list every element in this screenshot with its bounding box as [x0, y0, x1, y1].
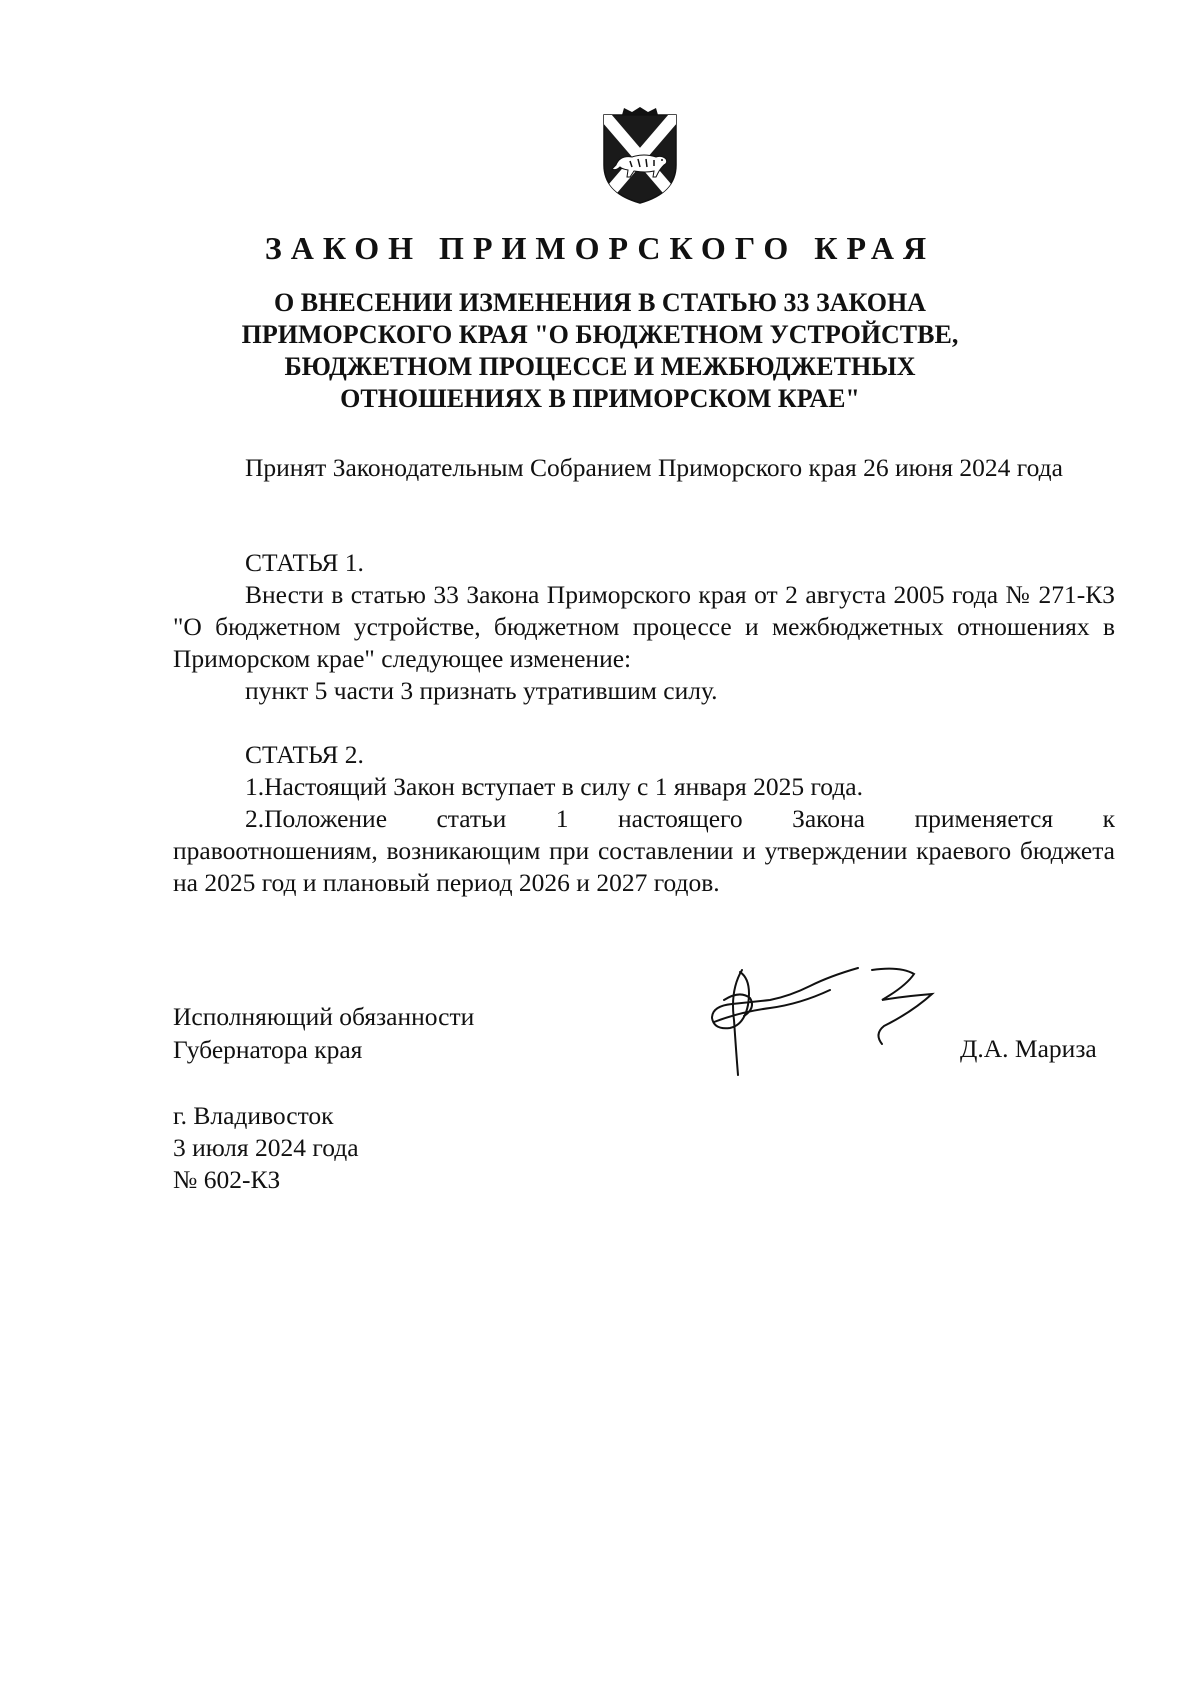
signatory-name: Д.А. Мариза [960, 1034, 1097, 1063]
position-line: Губернатора края [173, 1035, 363, 1064]
subtitle-line: ПРИМОРСКОГО КРАЯ "О БЮДЖЕТНОМ УСТРОЙСТВЕ, [241, 320, 959, 349]
article-item: 1.Настоящий Закон вступает в силу с 1 января 2025 года. [245, 772, 863, 801]
subtitle-line: ОТНОШЕНИЯХ В ПРИМОРСКОМ КРАЕ" [340, 384, 860, 413]
subtitle-line: О ВНЕСЕНИИ ИЗМЕНЕНИЯ В СТАТЬЮ 33 ЗАКОНА [274, 288, 926, 317]
article-item-continuation: правоотношениям, возникающим при составлении и утверждении краевого бюджета на 2025 год и плановый период 2026 и 2027 годов. [173, 836, 1115, 897]
adoption-statement: Принят Законодательным Собранием Приморского края 26 июня 2024 года [245, 453, 1063, 482]
article-heading: СТАТЬЯ 2. [245, 740, 364, 769]
law-subtitle [150, 287, 1050, 415]
article-1 [173, 547, 1115, 707]
article-item: пункт 5 части 3 признать утратившим силу. [245, 676, 718, 705]
article-heading: СТАТЬЯ 1. [245, 548, 364, 577]
article-2 [173, 739, 1115, 899]
article-item: 2.Положение статьи 1 настоящего Закона применяется к [245, 804, 1115, 833]
handwritten-signature [700, 960, 950, 1080]
article-text: Внести в статью 33 Закона Приморского края от 2 августа 2005 года № 271-КЗ "О бюджетном устройстве, бюджетном процессе и межбюджетных отношениях в Приморском крае" следующее изменение: [173, 580, 1115, 673]
position-line: Исполняющий обязанности [173, 1002, 475, 1031]
place-date-number [173, 1100, 359, 1196]
city: г. Владивосток [173, 1101, 334, 1130]
law-number: № 602-КЗ [173, 1165, 281, 1194]
date: 3 июля 2024 года [173, 1133, 359, 1162]
subtitle-line: БЮДЖЕТНОМ ПРОЦЕССЕ И МЕЖБЮДЖЕТНЫХ [284, 352, 916, 381]
coat-of-arms-icon [600, 107, 680, 205]
law-title: ЗАКОН ПРИМОРСКОГО КРАЯ [264, 230, 936, 266]
signatory-position [173, 1000, 474, 1066]
